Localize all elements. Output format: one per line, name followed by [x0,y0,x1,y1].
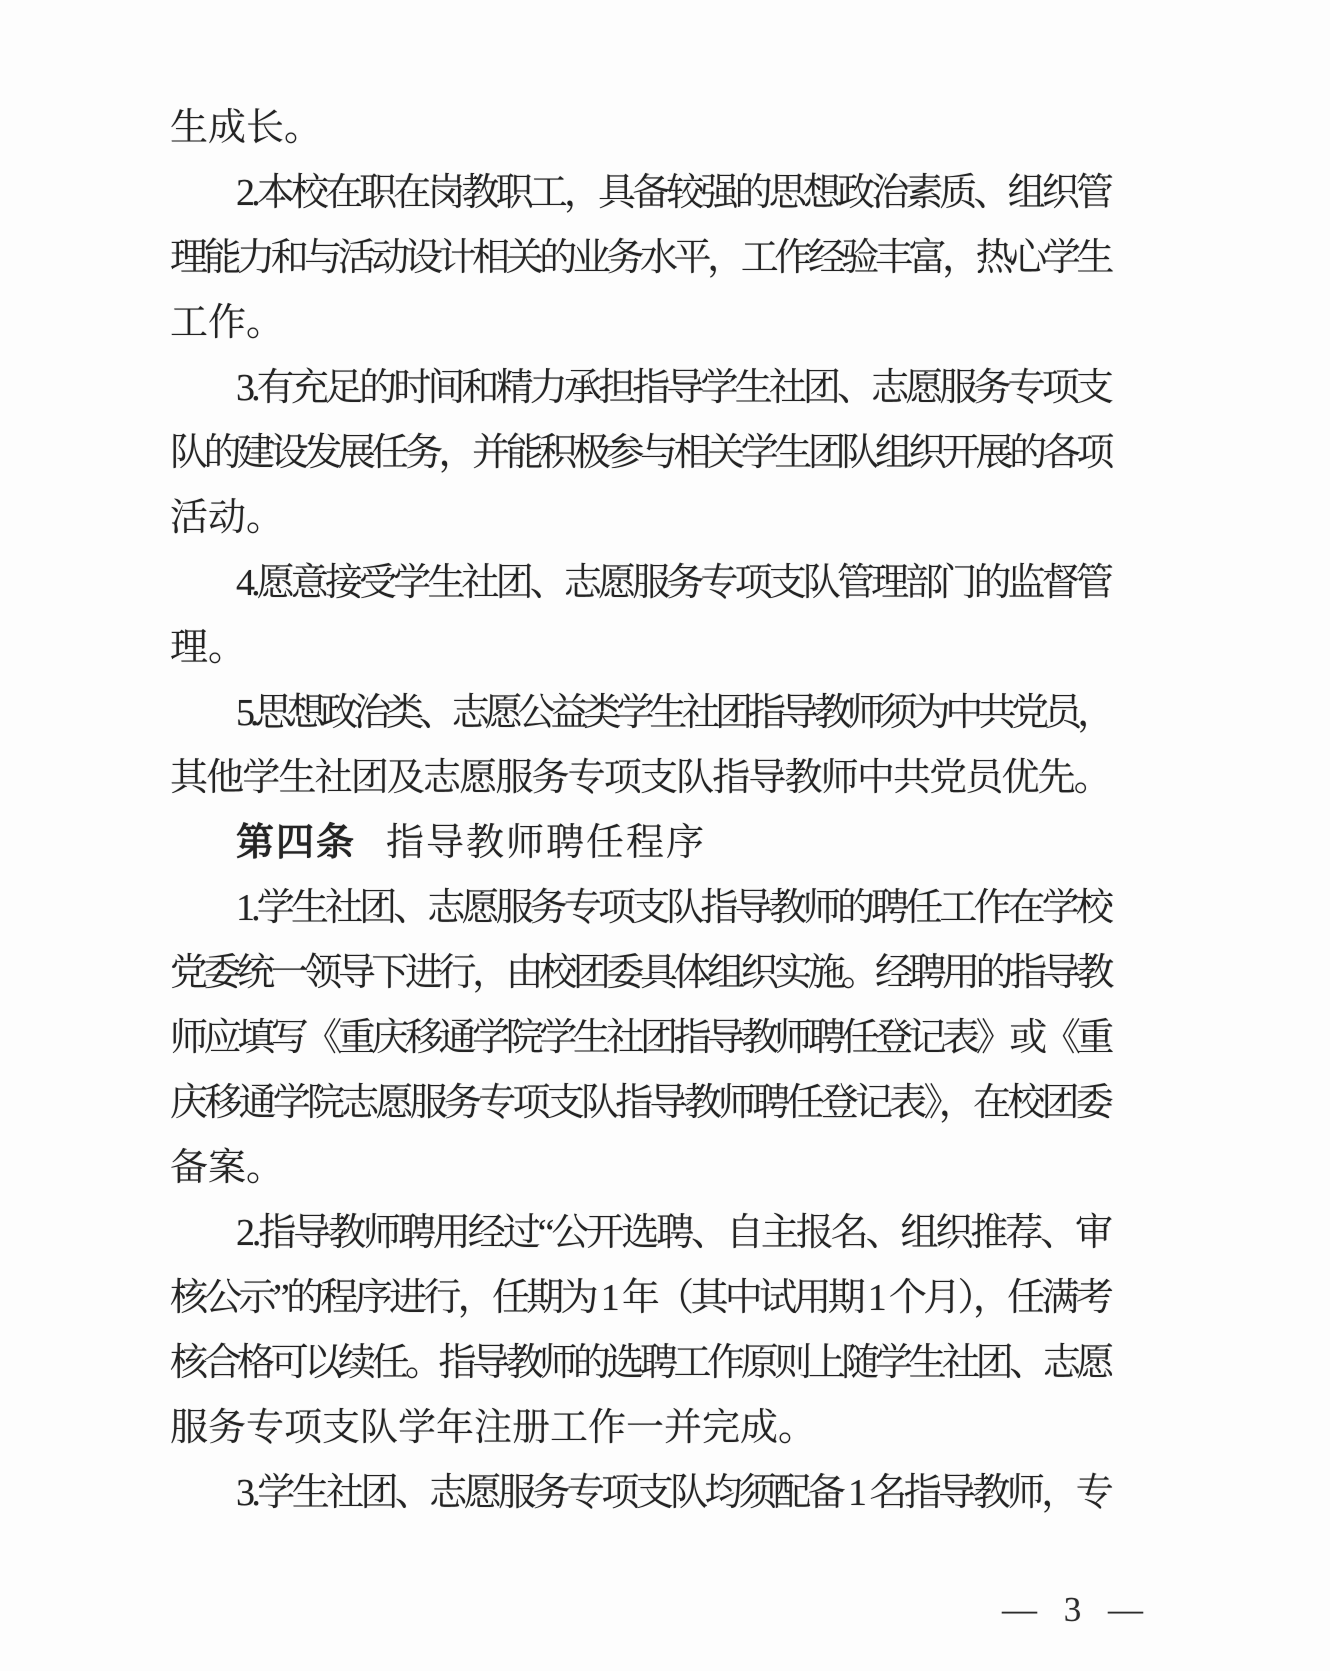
text-line-content: 队的建设发展任务，并能积极参与相关学生团队组织开展的各项 [170,432,1110,474]
text-line [170,1461,1110,1526]
text-line [170,1071,1110,1136]
text-line-content: 2.本校在职在岗教职工，具备较强的思想政治素质、组织管 [236,172,1111,214]
text-line-content: 师应填写《重庆移通学院学生社团指导教师聘任登记表》或《重 [170,1017,1110,1059]
text-line-content: 理。 [170,627,247,669]
text-line [170,1396,1110,1461]
text-line [170,616,1110,681]
text-line [170,161,1110,226]
text-line-content: 庆移通学院志愿服务专项支队指导教师聘任登记表》，在校团委 [170,1082,1111,1124]
text-line-content: 核公示”的程序进行，任期为 1 年（其中试用期 1 个月），任满考 [170,1277,1111,1319]
text-line [170,1331,1110,1396]
text-line [170,551,1110,616]
text-line [170,1136,1110,1201]
text-line-content: 1.学生社团、志愿服务专项支队指导教师的聘任工作在学校 [236,887,1111,929]
text-line [170,486,1110,551]
text-line [170,1201,1110,1266]
article-number: 第四条 [236,822,357,864]
article-heading-content [236,811,706,876]
text-line-content: 其他学生社团及志愿服务专项支队指导教师中共党员优先。 [170,757,1110,799]
article-title: 指导教师聘任程序 [386,822,707,864]
text-line [170,96,1110,161]
text-line [170,421,1110,486]
text-line-content: 党委统一领导下进行，由校团委具体组织实施。经聘用的指导教 [170,952,1110,994]
text-line-content: 3.学生社团、志愿服务专项支队均须配备 1 名指导教师，专 [236,1472,1111,1514]
text-line [170,746,1110,811]
article-heading [170,811,1110,876]
text-line-content: 核合格可以续任。指导教师的选聘工作原则上随学生社团、志愿 [170,1342,1110,1384]
text-line [170,226,1110,291]
text-line [170,876,1110,941]
text-line-content: 工作。 [170,302,285,344]
text-line [170,291,1110,356]
text-line [170,356,1110,421]
text-line-content: 4.愿意接受学生社团、志愿服务专项支队管理部门的监督管 [236,562,1111,604]
text-line-content: 2.指导教师聘用经过“公开选聘、自主报名、组织推荐、审 [236,1212,1110,1254]
text-line [170,941,1110,1006]
text-line-content: 活动。 [170,497,285,539]
text-line-content: 理能力和与活动设计相关的业务水平，工作经验丰富，热心学生 [170,237,1110,279]
text-line-content: 3.有充足的时间和精力承担指导学生社团、志愿服务专项支 [236,367,1111,409]
text-line [170,681,1110,746]
text-line-content: 5.思想政治类、志愿公益类学生社团指导教师须为中共党员， [236,692,1110,734]
text-line [170,1006,1110,1071]
document-body [170,96,1110,1526]
text-line-content: 服务专项支队学年注册工作一并完成。 [170,1407,817,1449]
text-line-content: 生成长。 [170,107,323,149]
text-line-content: 备案。 [170,1147,285,1189]
text-line [170,1266,1110,1331]
page-number: — 3 — [1002,1590,1152,1629]
